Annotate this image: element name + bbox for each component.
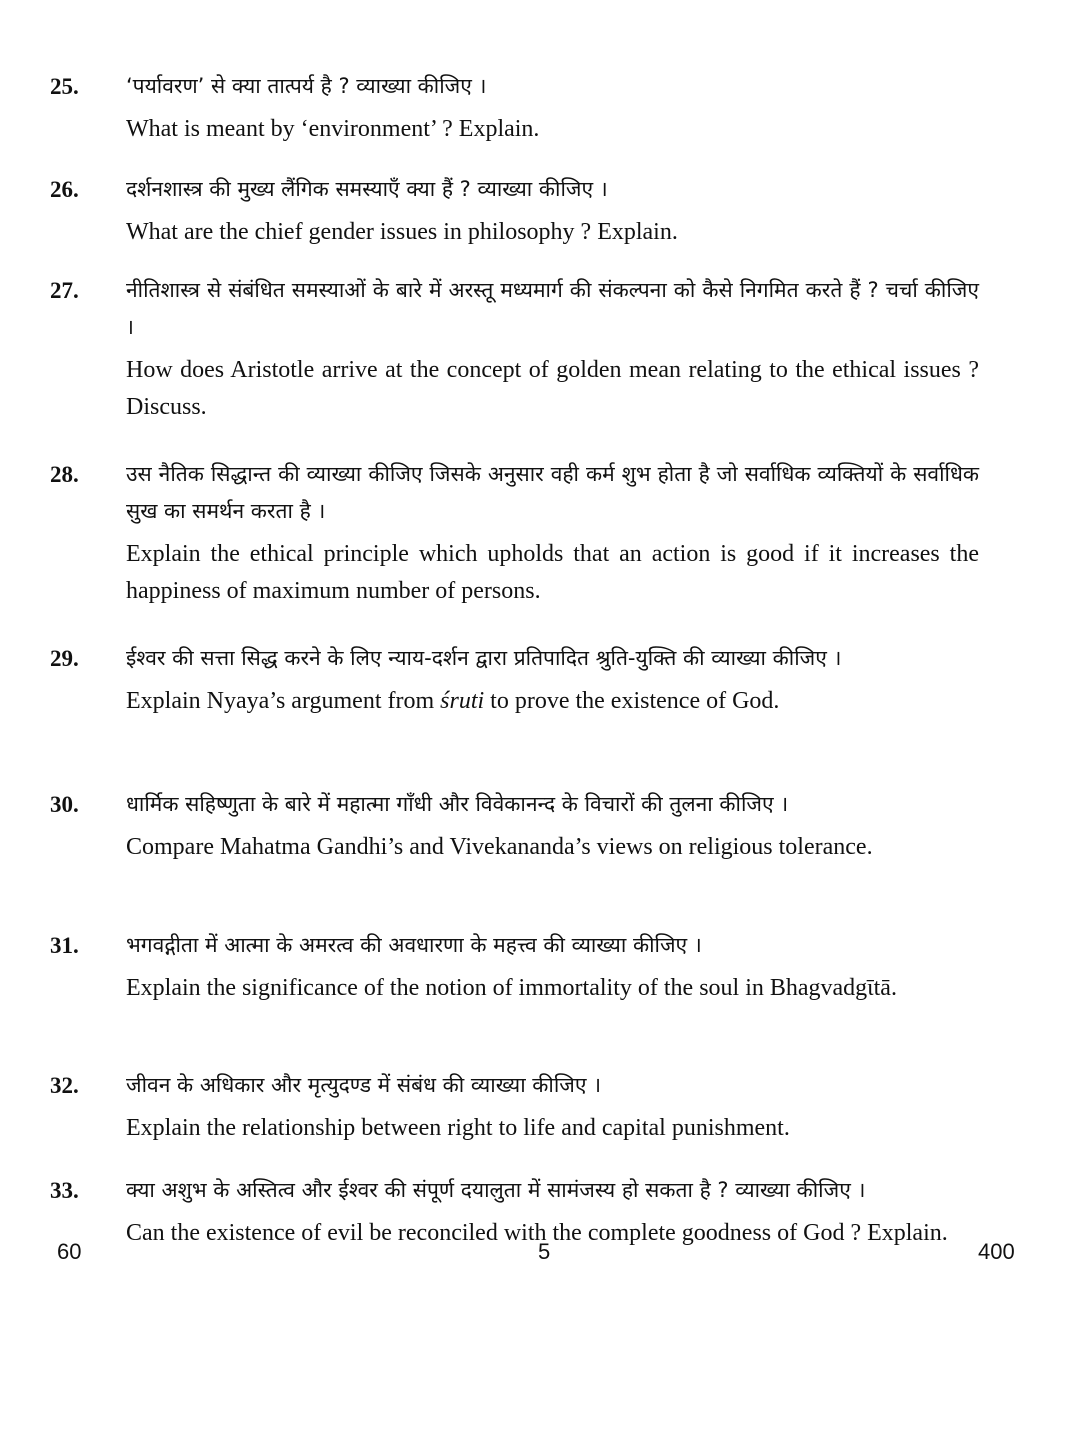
question-body <box>126 1172 979 1252</box>
question-body <box>126 171 979 251</box>
question-text-hindi: धार्मिक सहिष्णुता के बारे में महात्मा गाँधी और विवेकानन्द के विचारों की तुलना कीजिए । <box>126 792 789 816</box>
question-number: 28. <box>50 462 79 487</box>
page-number: 5 <box>538 1239 551 1264</box>
question-number: 26. <box>50 177 79 202</box>
question-text-hindi: क्या अशुभ के अस्तित्व और ईश्वर की संपूर्ण दयालुता में सामंजस्य हो सकता है ? व्याख्या कीजिए । <box>126 1178 866 1202</box>
question-text-english: Can the existence of evil be reconciled with the complete goodness of God ? Explain. <box>126 1220 948 1246</box>
question-number: 25. <box>50 74 79 99</box>
question-body <box>126 927 979 1007</box>
question-number: 33. <box>50 1178 79 1203</box>
question-number: 32. <box>50 1073 79 1098</box>
question-body <box>126 640 979 720</box>
question-number: 27. <box>50 278 79 303</box>
question-body <box>126 456 979 610</box>
question-text-english: What is meant by ‘environment’ ? Explain. <box>126 116 540 142</box>
question-number: 30. <box>50 792 79 817</box>
question-text-hindi: भगवद्गीता में आत्मा के अमरत्व की अवधारणा के महत्त्व की व्याख्या कीजिए । <box>126 933 702 957</box>
question-text-english: Explain the ethical principle which upholds that an action is good if it increases the happiness of maximum number of persons. <box>126 541 979 604</box>
question-text-english <box>126 683 979 720</box>
question-body <box>126 272 979 426</box>
question-number: 29. <box>50 646 79 671</box>
english-text-part: Explain Nyaya’s argument from <box>126 688 441 714</box>
question-number: 31. <box>50 933 79 958</box>
question-text-english: How does Aristotle arrive at the concept of golden mean relating to the ethical issues ? Discuss. <box>126 357 979 420</box>
question-text-hindi: ईश्वर की सत्ता सिद्ध करने के लिए न्याय-दर्शन द्वारा प्रतिपादित श्रुति-युक्ति की व्याख्या कीजिए । <box>126 646 842 670</box>
question-text-hindi: ‘पर्यावरण’ से क्या तात्पर्य है ? व्याख्या कीजिए । <box>126 74 487 98</box>
question-body <box>126 68 979 148</box>
question-body <box>126 786 979 866</box>
question-text-hindi: दर्शनशास्त्र की मुख्य लैंगिक समस्याएँ क्या हैं ? व्याख्या कीजिए । <box>126 177 608 201</box>
footer-code-left: 60 <box>57 1239 82 1264</box>
question-text-hindi: जीवन के अधिकार और मृत्युदण्ड में संबंध की व्याख्या कीजिए । <box>126 1073 602 1097</box>
question-text-hindi: नीतिशास्त्र से संबंधित समस्याओं के बारे में अरस्तू मध्यमार्ग की संकल्पना को कैसे निगमित करते हैं ? चर्चा कीजिए । <box>126 278 979 339</box>
question-text-english: What are the chief gender issues in philosophy ? Explain. <box>126 219 678 245</box>
question-text-hindi: उस नैतिक सिद्धान्त की व्याख्या कीजिए जिसके अनुसार वही कर्म शुभ होता है जो सर्वाधिक व्यक्तियों के सर्वाधिक सुख का समर्थन करता है । <box>126 462 979 523</box>
english-text-part: to prove the existence of God. <box>484 688 780 714</box>
question-body <box>126 1067 979 1147</box>
question-text-english: Compare Mahatma Gandhi’s and Vivekananda’s views on religious tolerance. <box>126 834 873 860</box>
footer-code-right: 400 <box>978 1239 1015 1264</box>
question-text-english: Explain the relationship between right to life and capital punishment. <box>126 1115 790 1141</box>
question-text-english: Explain the significance of the notion of immortality of the soul in Bhagvadgῑtā. <box>126 975 897 1001</box>
sruti-term: śruti <box>440 688 485 714</box>
